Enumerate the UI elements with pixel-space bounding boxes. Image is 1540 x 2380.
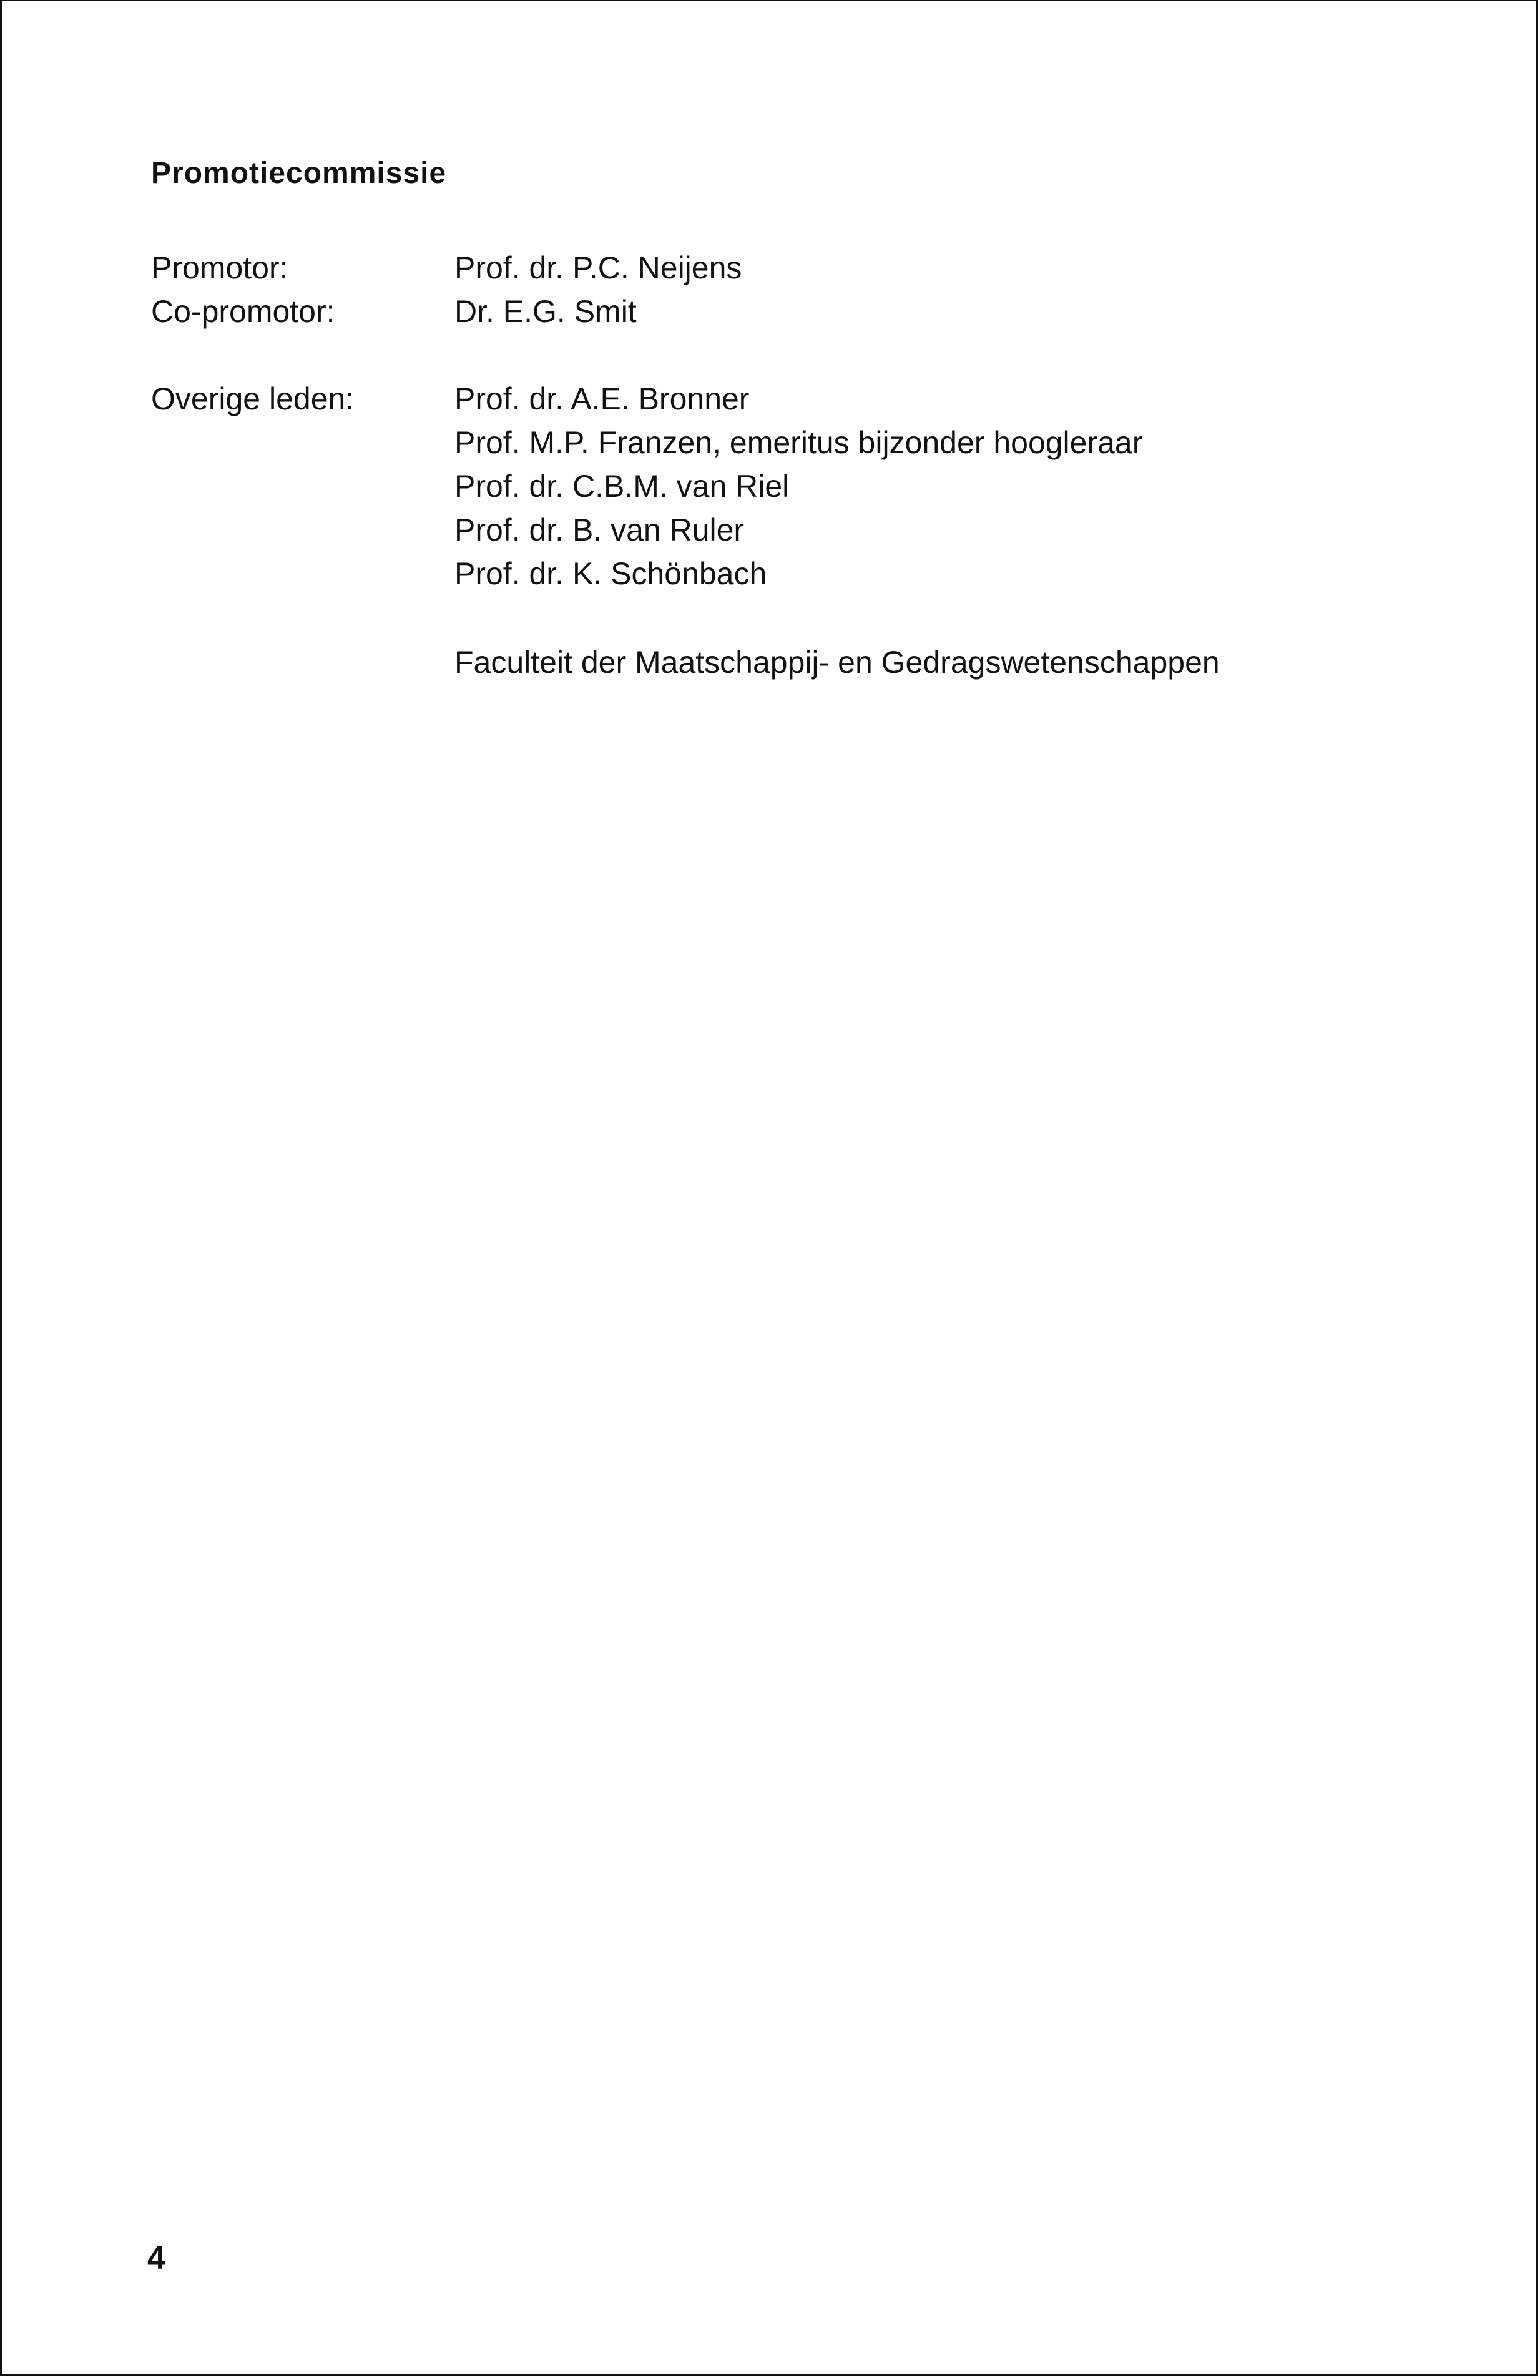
promotor-name: Prof. dr. P.C. Neijens — [454, 250, 742, 285]
faculty-name: Faculteit der Maatschappij- en Gedragswetenschappen — [454, 645, 1220, 680]
committee-member: Prof. M.P. Franzen, emeritus bijzonder hoogleraar — [454, 425, 1143, 460]
copromotor-name: Dr. E.G. Smit — [454, 294, 637, 329]
committee-member: Prof. dr. K. Schönbach — [454, 556, 767, 591]
committee-member: Prof. dr. C.B.M. van Riel — [454, 469, 790, 504]
promotor-label: Promotor: — [151, 250, 288, 285]
copromotor-label: Co-promotor: — [151, 294, 335, 329]
committee-member: Prof. dr. B. van Ruler — [454, 512, 745, 547]
committee-member: Prof. dr. A.E. Bronner — [454, 381, 750, 416]
page-title: Promotiecommissie — [151, 157, 447, 190]
page-number: 4 — [147, 2240, 165, 2276]
other-members-label: Overige leden: — [151, 381, 355, 416]
